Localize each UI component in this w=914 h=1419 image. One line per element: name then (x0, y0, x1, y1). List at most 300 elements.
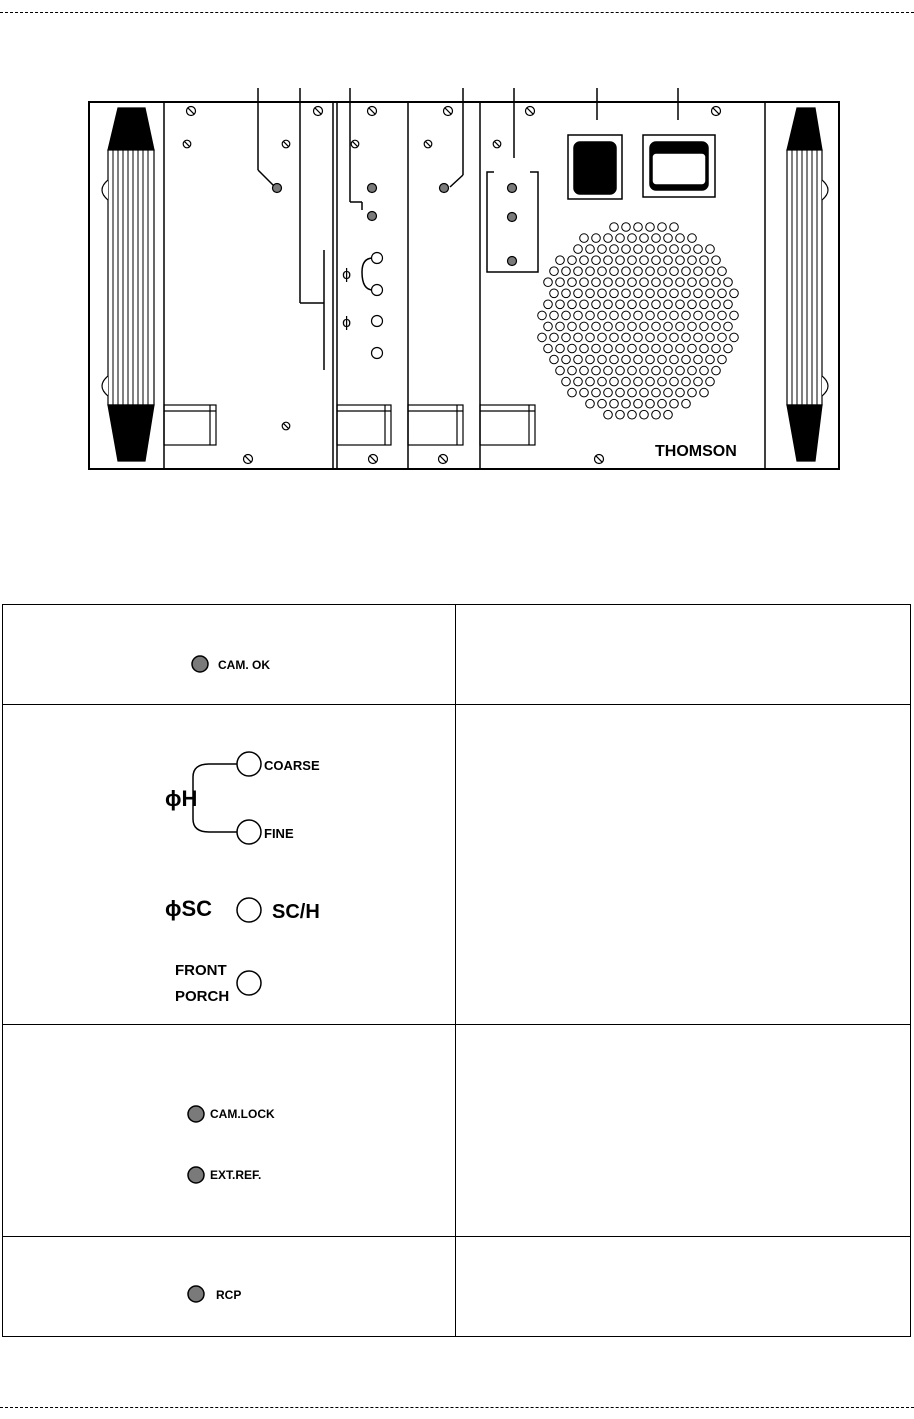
speaker-hole (712, 344, 721, 353)
speaker-hole (586, 311, 595, 320)
speaker-hole (616, 234, 625, 243)
speaker-hole (676, 322, 685, 331)
speaker-hole (676, 388, 685, 397)
speaker-hole (574, 245, 583, 254)
speaker-hole (616, 256, 625, 265)
speaker-hole (712, 322, 721, 331)
phase-symbol-2: ɸ (342, 315, 352, 331)
speaker-hole (730, 311, 739, 320)
speaker-hole (580, 300, 589, 309)
speaker-hole (634, 399, 643, 408)
speaker-hole (694, 311, 703, 320)
speaker-hole (556, 256, 565, 265)
speaker-hole (610, 267, 619, 276)
speaker-hole (622, 245, 631, 254)
speaker-hole (652, 300, 661, 309)
speaker-hole (664, 344, 673, 353)
speaker-hole (700, 278, 709, 287)
speaker-hole (730, 333, 739, 342)
speaker-hole (652, 410, 661, 419)
speaker-hole (556, 366, 565, 375)
legend-row-cam-ok (3, 605, 456, 705)
cam-ok-label: CAM. OK (218, 658, 270, 672)
speaker-hole (712, 300, 721, 309)
speaker-hole (622, 377, 631, 386)
speaker-hole (616, 410, 625, 419)
speaker-hole (706, 333, 715, 342)
speaker-hole (712, 256, 721, 265)
speaker-hole (598, 267, 607, 276)
speaker-hole (676, 234, 685, 243)
speaker-hole (616, 300, 625, 309)
speaker-hole (706, 311, 715, 320)
screw-icon (183, 140, 191, 148)
speaker-hole (682, 377, 691, 386)
speaker-hole (718, 267, 727, 276)
speaker-hole (658, 333, 667, 342)
speaker-hole (622, 311, 631, 320)
speaker-hole (670, 223, 679, 232)
speaker-hole (658, 355, 667, 364)
cam-lock-label: CAM.LOCK (210, 1107, 275, 1121)
sc-h-pot (237, 898, 261, 922)
speaker-hole (634, 377, 643, 386)
speaker-hole (694, 289, 703, 298)
speaker-hole (592, 388, 601, 397)
speaker-hole (580, 344, 589, 353)
speaker-hole (622, 267, 631, 276)
card-tab-2 (337, 405, 391, 445)
speaker-hole (598, 333, 607, 342)
speaker-hole (634, 355, 643, 364)
speaker-hole (658, 311, 667, 320)
pot-coarse (372, 253, 383, 264)
led-slot5-a (508, 184, 517, 193)
speaker-hole (604, 234, 613, 243)
speaker-hole (646, 289, 655, 298)
front-label: FRONT (175, 962, 227, 979)
speaker-hole (640, 256, 649, 265)
speaker-hole (550, 311, 559, 320)
screw-icon (368, 107, 377, 116)
speaker-hole (544, 278, 553, 287)
speaker-hole (700, 256, 709, 265)
screw-icon (493, 140, 501, 148)
bottom-dashed-border (0, 1407, 914, 1408)
speaker-hole (658, 377, 667, 386)
speaker-hole (634, 333, 643, 342)
speaker-hole (562, 289, 571, 298)
speaker-hole (652, 278, 661, 287)
speaker-hole (700, 366, 709, 375)
speaker-hole (556, 322, 565, 331)
speaker-hole (664, 366, 673, 375)
speaker-hole (586, 355, 595, 364)
screw-icon (244, 455, 253, 464)
speaker-hole (706, 377, 715, 386)
speaker-hole (658, 223, 667, 232)
speaker-hole (688, 256, 697, 265)
speaker-hole (664, 388, 673, 397)
speaker-hole (646, 355, 655, 364)
speaker-hole (562, 355, 571, 364)
speaker-hole (706, 267, 715, 276)
speaker-hole (622, 289, 631, 298)
speaker-hole (610, 399, 619, 408)
speaker-hole (604, 300, 613, 309)
speaker-hole (586, 377, 595, 386)
led-slot4 (440, 184, 449, 193)
speaker-hole (568, 278, 577, 287)
speaker-hole (622, 333, 631, 342)
speaker-hole (574, 267, 583, 276)
speaker-hole (586, 399, 595, 408)
speaker-hole (550, 333, 559, 342)
speaker-hole (568, 388, 577, 397)
speaker-hole (598, 355, 607, 364)
sc-h-label: SC/H (272, 901, 320, 923)
screw-icon (314, 107, 323, 116)
speaker-hole (622, 399, 631, 408)
speaker-hole (664, 410, 673, 419)
speaker-hole (544, 322, 553, 331)
speaker-hole (694, 333, 703, 342)
speaker-hole (598, 377, 607, 386)
speaker-hole (640, 300, 649, 309)
speaker-hole (592, 322, 601, 331)
speaker-hole (592, 234, 601, 243)
speaker-hole (544, 300, 553, 309)
speaker-hole (682, 289, 691, 298)
led-cam-lock (368, 184, 377, 193)
speaker-hole (664, 234, 673, 243)
speaker-hole (682, 333, 691, 342)
cam-ok-description (456, 605, 911, 705)
speaker-hole (700, 322, 709, 331)
speaker-hole (604, 366, 613, 375)
front-porch-pot (237, 971, 261, 995)
speaker-hole (598, 245, 607, 254)
screw-icon (595, 455, 604, 464)
phase-adjust-description (456, 705, 911, 1025)
speaker-hole (598, 399, 607, 408)
pot-fine (372, 285, 383, 296)
speaker-hole (640, 234, 649, 243)
speaker-hole (610, 355, 619, 364)
switch-2 (652, 153, 706, 185)
speaker-hole (658, 289, 667, 298)
screw-icon (526, 107, 535, 116)
speaker-hole (634, 223, 643, 232)
speaker-hole (640, 410, 649, 419)
speaker-hole (652, 366, 661, 375)
speaker-hole (682, 311, 691, 320)
speaker-hole (694, 377, 703, 386)
card-tab-1 (164, 405, 216, 445)
speaker-hole (592, 300, 601, 309)
speaker-hole (550, 289, 559, 298)
speaker-hole (688, 388, 697, 397)
ext-ref-label: EXT.REF. (210, 1168, 262, 1182)
speaker-hole (688, 278, 697, 287)
screw-icon (282, 422, 290, 430)
speaker-hole (586, 289, 595, 298)
speaker-hole (568, 256, 577, 265)
speaker-hole (616, 344, 625, 353)
speaker-hole (646, 267, 655, 276)
screw-icon (712, 107, 721, 116)
fine-pot (237, 820, 261, 844)
card-tab-3 (408, 405, 463, 445)
speaker-hole (688, 344, 697, 353)
speaker-hole (724, 344, 733, 353)
speaker-hole (700, 344, 709, 353)
speaker-hole (664, 278, 673, 287)
speaker-hole (676, 256, 685, 265)
speaker-hole (574, 289, 583, 298)
speaker-hole (652, 322, 661, 331)
speaker-hole (580, 278, 589, 287)
speaker-hole (628, 234, 637, 243)
screw-icon (351, 140, 359, 148)
speaker-hole (700, 300, 709, 309)
speaker-hole (544, 344, 553, 353)
speaker-hole (592, 256, 601, 265)
speaker-hole (622, 223, 631, 232)
speaker-hole (610, 311, 619, 320)
speaker-hole (688, 234, 697, 243)
speaker-hole (682, 399, 691, 408)
speaker-hole (580, 322, 589, 331)
speaker-hole (550, 355, 559, 364)
top-dashed-border (0, 12, 914, 13)
speaker-hole (646, 377, 655, 386)
right-handle (787, 108, 828, 461)
speaker-hole (622, 355, 631, 364)
phase-h-symbol: ɸH (165, 786, 198, 811)
speaker-hole (634, 245, 643, 254)
speaker-hole (580, 234, 589, 243)
speaker-hole (706, 289, 715, 298)
screw-icon (439, 455, 448, 464)
speaker-hole (706, 245, 715, 254)
speaker-hole (574, 355, 583, 364)
lock-description (456, 1025, 911, 1237)
speaker-hole (592, 344, 601, 353)
speaker-hole (688, 322, 697, 331)
speaker-hole (640, 388, 649, 397)
speaker-hole (712, 366, 721, 375)
speaker-hole (568, 344, 577, 353)
card-tab-4 (480, 405, 535, 445)
led-cam-ok (273, 184, 282, 193)
coarse-pot (237, 752, 261, 776)
speaker-hole (634, 311, 643, 320)
speaker-hole (574, 377, 583, 386)
speaker-hole (718, 355, 727, 364)
ext-ref-led (188, 1167, 204, 1183)
speaker-hole (592, 366, 601, 375)
speaker-hole (652, 256, 661, 265)
pot-front-porch (372, 348, 383, 359)
speaker-hole (562, 333, 571, 342)
speaker-hole (604, 278, 613, 287)
speaker-hole (556, 300, 565, 309)
rcp-label: RCP (216, 1288, 242, 1302)
led-slot5-c (508, 257, 517, 266)
fine-label: FINE (264, 826, 294, 841)
cam-lock-led (188, 1106, 204, 1122)
speaker-hole (568, 366, 577, 375)
speaker-hole (604, 256, 613, 265)
speaker-hole (556, 344, 565, 353)
led-ext-ref (368, 212, 377, 221)
speaker-hole (568, 322, 577, 331)
speaker-hole (610, 333, 619, 342)
speaker-hole (670, 399, 679, 408)
speaker-hole (610, 245, 619, 254)
speaker-hole (700, 388, 709, 397)
screw-icon (424, 140, 432, 148)
speaker-hole (724, 300, 733, 309)
rcp-description (456, 1237, 911, 1337)
speaker-hole (640, 278, 649, 287)
speaker-hole (670, 245, 679, 254)
speaker-hole (730, 289, 739, 298)
speaker-hole (682, 267, 691, 276)
speaker-hole (616, 322, 625, 331)
speaker-hole (592, 278, 601, 287)
pot-sc-h (372, 316, 383, 327)
speaker-hole (664, 256, 673, 265)
speaker-hole (616, 278, 625, 287)
rcp-led (188, 1286, 204, 1302)
speaker-hole (724, 278, 733, 287)
switch-1 (574, 142, 616, 194)
speaker-hole (646, 333, 655, 342)
speaker-hole (580, 366, 589, 375)
speaker-hole (616, 366, 625, 375)
speaker-hole (616, 388, 625, 397)
speaker-hole (610, 223, 619, 232)
indicator-legend-table (2, 604, 911, 1337)
speaker-hole (646, 223, 655, 232)
speaker-hole (688, 366, 697, 375)
speaker-hole (670, 355, 679, 364)
speaker-hole (562, 267, 571, 276)
speaker-hole (652, 344, 661, 353)
speaker-hole (646, 399, 655, 408)
speaker-hole (682, 355, 691, 364)
speaker-hole (658, 245, 667, 254)
speaker-hole (658, 399, 667, 408)
screw-icon (369, 455, 378, 464)
led-slot5-b (508, 213, 517, 222)
speaker-hole (658, 267, 667, 276)
speaker-hole (652, 388, 661, 397)
speaker-hole (604, 322, 613, 331)
speaker-hole (628, 388, 637, 397)
speaker-hole (640, 322, 649, 331)
speaker-hole (628, 256, 637, 265)
speaker-hole (604, 344, 613, 353)
speaker-hole (586, 333, 595, 342)
speaker-hole (670, 311, 679, 320)
speaker-hole (538, 311, 547, 320)
speaker-hole (628, 344, 637, 353)
speaker-hole (598, 289, 607, 298)
speaker-hole (718, 311, 727, 320)
legend-row-rcp (3, 1237, 456, 1337)
speaker-hole (724, 322, 733, 331)
speaker-hole (712, 278, 721, 287)
speaker-hole (646, 245, 655, 254)
speaker-hole (646, 311, 655, 320)
coarse-label: COARSE (264, 758, 320, 773)
left-handle (102, 108, 154, 461)
speaker-hole (574, 311, 583, 320)
cam-ok-led (192, 656, 208, 672)
speaker-hole (694, 355, 703, 364)
screw-icon (444, 107, 453, 116)
speaker-hole (676, 344, 685, 353)
speaker-hole (670, 267, 679, 276)
speaker-hole (598, 311, 607, 320)
brand-logo: THOMSON (655, 443, 737, 460)
speaker-hole (670, 377, 679, 386)
speaker-hole (670, 333, 679, 342)
speaker-hole (586, 245, 595, 254)
speaker-hole (718, 333, 727, 342)
speaker-hole (664, 300, 673, 309)
speaker-hole (562, 311, 571, 320)
speaker-hole (676, 278, 685, 287)
speaker-hole (574, 333, 583, 342)
speaker-hole (610, 377, 619, 386)
porch-label: PORCH (175, 988, 230, 1005)
speaker-hole (628, 366, 637, 375)
speaker-hole (676, 300, 685, 309)
speaker-hole (682, 245, 691, 254)
speaker-hole (550, 267, 559, 276)
speaker-hole (718, 289, 727, 298)
legend-row-phase-adjust (3, 705, 456, 1025)
speaker-hole (580, 256, 589, 265)
speaker-hole (640, 366, 649, 375)
speaker-hole (580, 388, 589, 397)
speaker-hole (706, 355, 715, 364)
speaker-hole (556, 278, 565, 287)
screw-icon (187, 107, 196, 116)
speaker-hole (604, 388, 613, 397)
speaker-hole (586, 267, 595, 276)
speaker-hole (562, 377, 571, 386)
speaker-hole (640, 344, 649, 353)
speaker-hole (628, 322, 637, 331)
speaker-hole (652, 234, 661, 243)
speaker-hole (688, 300, 697, 309)
phase-sc-symbol: ɸSC (165, 896, 213, 921)
speaker-hole (664, 322, 673, 331)
speaker-hole (628, 410, 637, 419)
speaker-grille (538, 223, 739, 419)
speaker-hole (634, 289, 643, 298)
speaker-hole (538, 333, 547, 342)
screw-icon (282, 140, 290, 148)
speaker-hole (670, 289, 679, 298)
speaker-hole (610, 289, 619, 298)
speaker-hole (568, 300, 577, 309)
